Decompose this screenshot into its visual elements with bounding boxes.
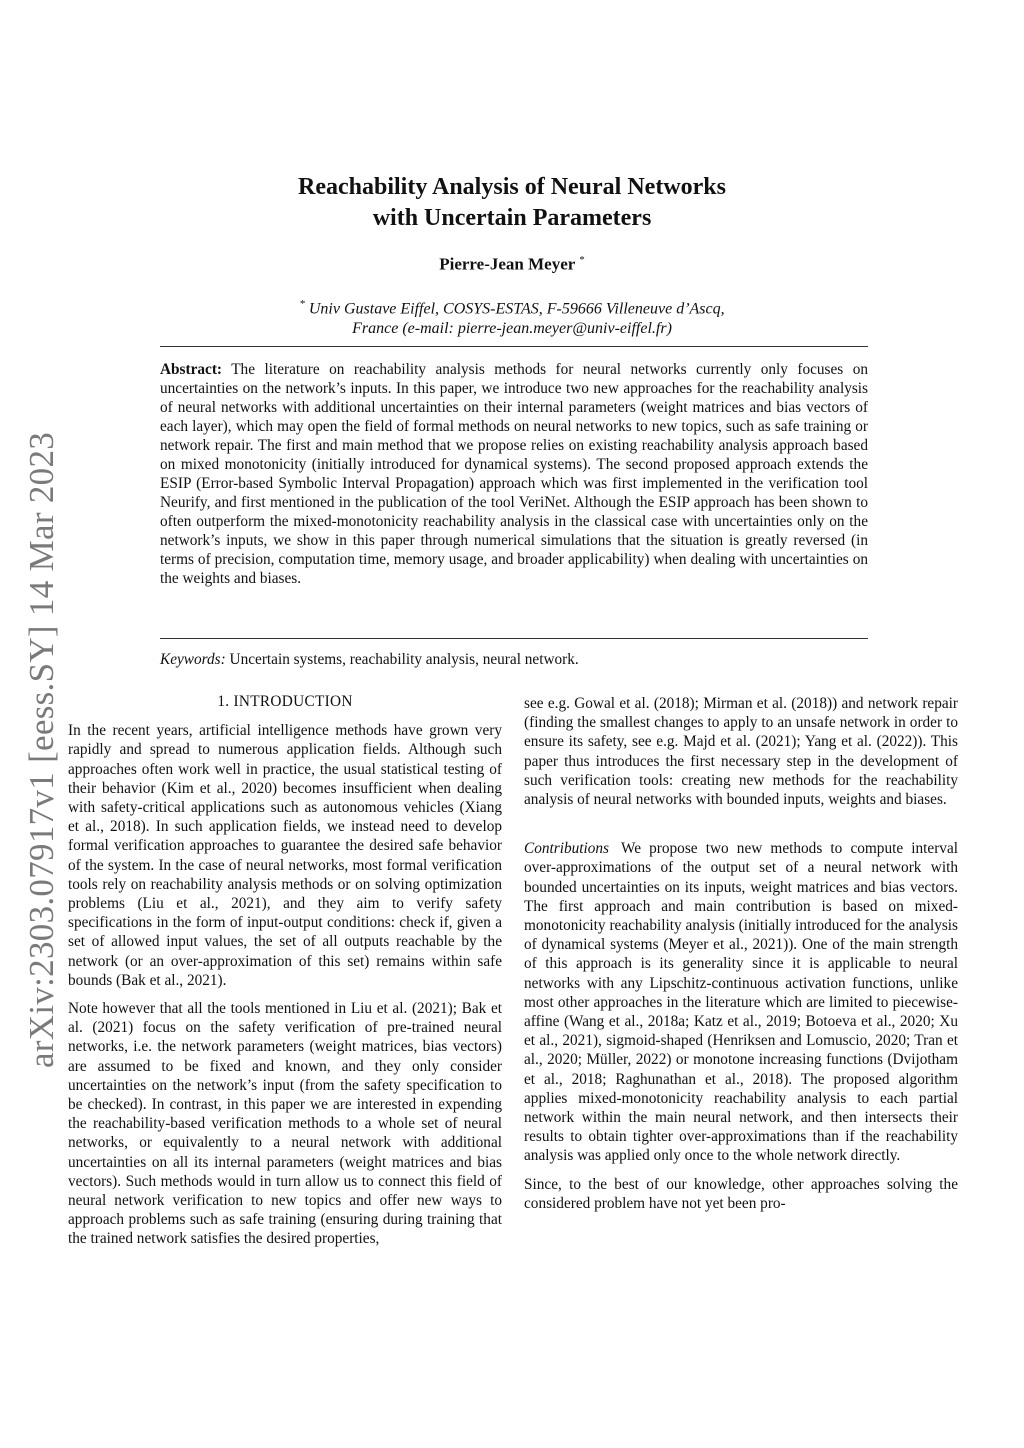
affiliation-line-2: France (e-mail: pierre-jean.meyer@univ-eiffel.fr) <box>352 320 672 338</box>
left-column <box>68 692 502 1258</box>
keywords-text: Uncertain systems, reachability analysis, neural network. <box>225 651 579 668</box>
keywords <box>160 650 868 669</box>
contributions-text: We propose two new methods to compute interval over-approximations of the output set of a neural network with bounded uncertainties on its inputs, weight matrices and bias vectors. The first approach and main contribution is based on mixed-monotonicity reachability analysis (initially introduced for the analysis of dynamical systems (Meyer et al., 2021)). One of the main strength of this approach is its generality since it is applicable to neural networks with any Lipschitz-continuous activation functions, unlike most other approaches in the literature which are limited to piecewise-affine (Wang et al., 2018a; Katz et al., 2019; Botoeva et al., 2020; Xu et al., 2021), sigmoid-shaped (Henriksen and Lomuscio, 2020; Tran et al., 2020; Müller, 2022) or monotone increasing functions (Dvijotham et al., 2018; Raghunathan et al., 2018). The proposed algorithm applies mixed-monotonicity reachability analysis to each partial network within the main neural network, and then intersects their results to obtain tighter over-approximations than if the reachability analysis was applied only once to the whole network directly. <box>524 840 958 1165</box>
affiliation-line-1: Univ Gustave Eiffel, COSYS-ESTAS, F-59666 Villeneuve d’Ascq, <box>308 300 725 318</box>
author-footnote-mark: * <box>579 254 585 266</box>
paper-title <box>150 172 874 234</box>
abstract-top-rule <box>160 346 868 347</box>
right-column <box>524 694 958 1222</box>
affiliation <box>150 294 874 339</box>
abstract-bottom-rule <box>160 638 868 639</box>
title-line-2: with Uncertain Parameters <box>372 205 652 231</box>
abstract-label: Abstract: <box>160 361 223 378</box>
affiliation-mark: * <box>299 298 305 310</box>
author-line <box>150 254 874 275</box>
section-heading-introduction: 1. INTRODUCTION <box>217 693 353 710</box>
contributions-paragraph <box>524 839 958 1165</box>
title-line-1: Reachability Analysis of Neural Networks <box>298 174 726 200</box>
keywords-label: Keywords: <box>160 651 226 668</box>
arxiv-id: arXiv:2303.07917v1 [eess.SY] 14 Mar 2023 <box>22 431 61 1069</box>
intro-paragraph-5: Since, to the best of our knowledge, other approaches solving the considered problem have not yet been pro- <box>524 1175 958 1212</box>
abstract <box>160 360 868 588</box>
author-name: Pierre-Jean Meyer <box>439 254 576 274</box>
arxiv-sidebar-stamp <box>12 430 72 1070</box>
intro-paragraph-3: see e.g. Gowal et al. (2018); Mirman et al. (2018)) and network repair (finding the smallest changes to apply to an unsafe network in order to ensure its safety, see e.g. Majd et al. (2021); Yang et al. (2022)). This paper thus introduces the first necessary step in the development of such verification tools: creating new methods for the reachability analysis of neural networks with bounded inputs, weights and biases. <box>524 695 958 809</box>
contributions-heading: Contributions <box>524 840 609 858</box>
abstract-text: The literature on reachability analysis methods for neural networks currently only focuses on uncertainties on the network’s inputs. In this paper, we introduce two new approaches for the reachability analysis of neural networks with additional uncertainties on their internal parameters (weight matrices and bias vectors of each layer), which may open the field of formal methods on neural networks to new topics, such as safe training or network repair. The first and main method that we propose relies on existing reachability analysis approach based on mixed monotonicity (initially introduced for dynamical systems). The second proposed approach extends the ESIP (Error-based Symbolic Interval Propagation) approach which was first implemented in the verification tool Neurify, and first mentioned in the publication of the tool VeriNet. Although the ESIP approach has been shown to often outperform the mixed-monotonicity reachability analysis in the classical case with uncertainties only on the network’s inputs, we show in this paper through numerical simulations that the situation is greatly reversed (in terms of precision, computation time, memory usage, and broader applicability) when dealing with uncertainties on the weights and biases. <box>160 361 868 587</box>
intro-paragraph-2: Note however that all the tools mentioned in Liu et al. (2021); Bak et al. (2021) focus on the safety verification of pre-trained neural networks, i.e. the network parameters (weight matrices, bias vectors) are assumed to be fixed and known, and they only consider uncertainties on the network’s input (from the safety specification to be checked). In contrast, in this paper we are interested in expending the reachability-based verification methods to a whole set of neural networks, or equivalently to a neural network with additional uncertainties on all its internal parameters (weight matrices and bias vectors). Such methods would in turn allow us to connect this field of neural network verification to new topics and offer new ways to approach problems such as safe training (ensuring during training that the trained network satisfies the desired properties, <box>68 1000 502 1248</box>
intro-paragraph-1: In the recent years, artificial intelligence methods have grown very rapidly and spread to numerous application fields. Although such approaches often work well in practice, the usual statistical testing of their behavior (Kim et al., 2020) becomes insufficient when dealing with safety-critical applications such as autonomous vehicles (Xiang et al., 2018). In such application fields, we instead need to develop formal verification approaches to guarantee the desired safe behavior of the system. In the case of neural networks, most formal verification tools rely on reachability analysis methods or on solving optimization problems (Liu et al., 2021), and they aim to verify safety specifications in the form of input-output conditions: check if, given a set of allowed input values, the set of all outputs reachable by the network (or an over-approximation of this set) remains within safe bounds (Bak et al., 2021). <box>68 722 502 989</box>
